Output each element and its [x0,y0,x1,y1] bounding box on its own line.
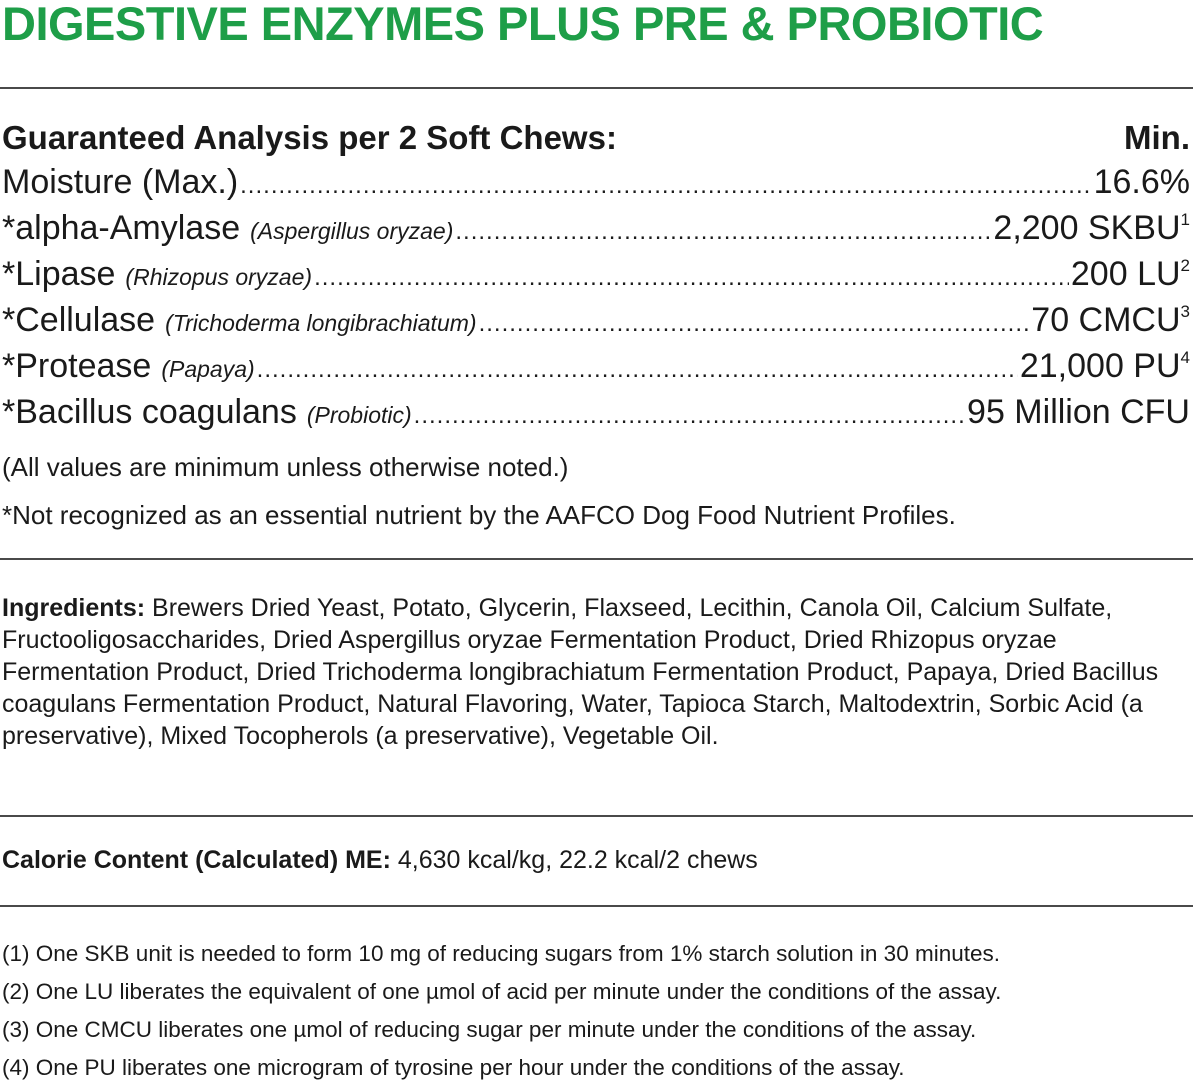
guaranteed-analysis-heading: Guaranteed Analysis per 2 Soft Chews: [2,119,617,156]
guaranteed-analysis-header [2,118,1190,158]
nutrient-source: (Trichoderma longibrachiatum) [165,310,477,336]
min-label: Min. [1124,119,1190,156]
nutrient-source: (Rhizopus oryzae) [125,264,313,290]
nutrient-value: 200 $LU^2$ [1070,255,1190,293]
ingredients-text: Brewers Dried Yeast, Potato, Glycerin, Flaxseed, Lecithin, Canola Oil, Calcium Sulfate, Fructooligosaccharides, Dried Aspergillus oryzae Fermentation Product, Dried Rhizopus oryzae Fermentation Product, Dried Trichoderma longibrachiatum Fermentation Product, Papaya, Dried Bacillus coagulans Fermentation Product, Natural Flavoring, Water, Tapioca Starch, Maltodextrin, Sorbic Acid (a preservative), Mixed Tocopherols (a preservative), Vegetable Oil. [2,594,1159,750]
analysis-row-cellulase [2,301,1190,345]
nutrient-source: (Aspergillus oryzae) [250,218,454,244]
nutrient-value: 95 Million CFU [967,393,1190,431]
analysis-row-lipase [2,255,1190,299]
calorie-label: Calorie Content (Calculated) ME: [2,846,391,874]
nutrient-value: 16.6% [1093,163,1190,201]
divider [0,815,1193,817]
footnote-4: (4) One PU liberates one microgram of tyrosine per hour under the conditions of the assay. [2,1055,905,1080]
calorie-text: 4,630 kcal/kg, 22.2 kcal/2 chews [397,846,758,874]
divider [0,87,1193,89]
nutrient-name: *Protease [2,347,152,385]
ingredients-section [2,592,1192,752]
footnote-ref: 2 [1180,256,1190,275]
footnote-ref: 4 [1180,348,1190,367]
nutrient-name: *Cellulase [2,301,156,339]
nutrient-name: *Bacillus coagulans [2,393,297,431]
dot-leader [314,264,1069,292]
dot-leader [455,218,991,246]
minimum-values-note: (All values are minimum unless otherwise noted.) [2,452,569,482]
analysis-row-alpha-amylase [2,209,1190,253]
product-title: DIGESTIVE ENZYMES PLUS PRE & PROBIOTIC [2,0,1044,50]
footnote-3: (3) One CMCU liberates one µmol of reducing sugar per minute under the conditions of the assay. [2,1017,977,1042]
calorie-content [2,844,1192,876]
divider [0,905,1193,907]
analysis-row-moisture [2,163,1190,207]
nutrient-value: 21,000 $PU^4$ [1019,347,1190,385]
ingredients-label: Ingredients: [2,594,146,622]
nutrient-value: 2,200 SKBU$^1$ [993,209,1190,247]
nutrient-source: (Papaya) [161,356,255,382]
footnote-ref: 3 [1180,302,1190,321]
aafco-note: *Not recognized as an essential nutrient by the AAFCO Dog Food Nutrient Profiles. [2,500,956,530]
analysis-row-protease [2,347,1190,391]
dot-leader [414,402,965,430]
analysis-row-bacillus-coagulans [2,393,1190,437]
nutrient-name: *alpha-Amylase [2,209,241,247]
dot-leader [240,172,1091,200]
footnote-ref: 1 [1180,210,1190,229]
dot-leader [257,356,1018,384]
footnote-2: (2) One LU liberates the equivalent of one µmol of acid per minute under the conditions of the assay. [2,979,1002,1004]
nutrient-source: (Probiotic) [306,402,412,428]
nutrient-value: 70 CMCU$^3$ [1031,301,1190,339]
dot-leader [479,310,1030,338]
divider [0,558,1193,560]
nutrient-name: Moisture (Max.) [2,163,239,201]
footnote-1: (1) One SKB unit is needed to form 10 mg of reducing sugars from 1% starch solution in 30 minutes. [2,941,1000,966]
nutrient-name: *Lipase [2,255,116,293]
